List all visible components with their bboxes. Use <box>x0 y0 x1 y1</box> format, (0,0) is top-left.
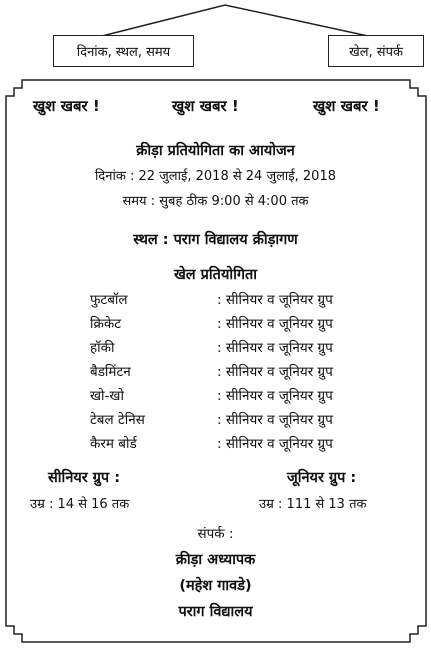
game-group: : सीनियर व जूनियर ग्रुप <box>217 292 333 308</box>
connector-lines <box>102 5 368 36</box>
contact-role: क्रीड़ा अध्यापक <box>175 552 256 568</box>
game-group: : सीनियर व जूनियर ग्रुप <box>217 412 333 428</box>
contact-label: संपर्क : <box>197 526 234 542</box>
junior-group-title: जूनियर ग्रुप : <box>287 470 357 486</box>
game-name: फुटबॉल <box>90 292 128 308</box>
event-date: दिनांक : 22 जुलाई, 2018 से 24 जुलाई, 2018 <box>95 169 336 184</box>
games-contact-box: खेल, संपर्क <box>328 35 424 67</box>
headline-2: खुश खबर ! <box>172 97 239 115</box>
game-group: : सीनियर व जूनियर ग्रुप <box>217 316 333 332</box>
senior-group-title: सीनियर ग्रुप : <box>48 470 121 486</box>
game-name: खो-खो <box>90 388 124 404</box>
event-time: समय : सुबह ठीक 9:00 से 4:00 तक <box>122 194 309 209</box>
contact-person: (महेश गावडे) <box>179 578 252 594</box>
game-name: हॉकी <box>90 340 115 356</box>
senior-group-age: उम्र : 14 से 16 तक <box>30 497 130 512</box>
games-heading: खेल प्रतियोगिता <box>173 267 258 283</box>
game-name: क्रिकेट <box>90 316 122 332</box>
game-group: : सीनियर व जूनियर ग्रुप <box>217 340 333 356</box>
date-venue-time-box: दिनांक, स्थल, समय <box>53 35 194 67</box>
headline-1: खुश खबर ! <box>33 97 100 115</box>
game-name: टेबल टेनिस <box>90 412 145 428</box>
game-name: बैडमिंटन <box>90 364 131 380</box>
game-group: : सीनियर व जूनियर ग्रुप <box>217 364 333 380</box>
game-name: कैरम बोर्ड <box>90 436 137 452</box>
game-group: : सीनियर व जूनियर ग्रुप <box>217 436 333 452</box>
game-group: : सीनियर व जूनियर ग्रुप <box>217 388 333 404</box>
headline-3: खुश खबर ! <box>313 97 380 115</box>
contact-school: पराग विद्यालय <box>178 604 253 620</box>
junior-group-age: उम्र : 111 से 13 तक <box>259 497 367 512</box>
event-venue: स्थल : पराग विद्यालय क्रीड़ागण <box>133 232 298 248</box>
event-title: क्रीड़ा प्रतियोगिता का आयोजन <box>136 143 295 159</box>
